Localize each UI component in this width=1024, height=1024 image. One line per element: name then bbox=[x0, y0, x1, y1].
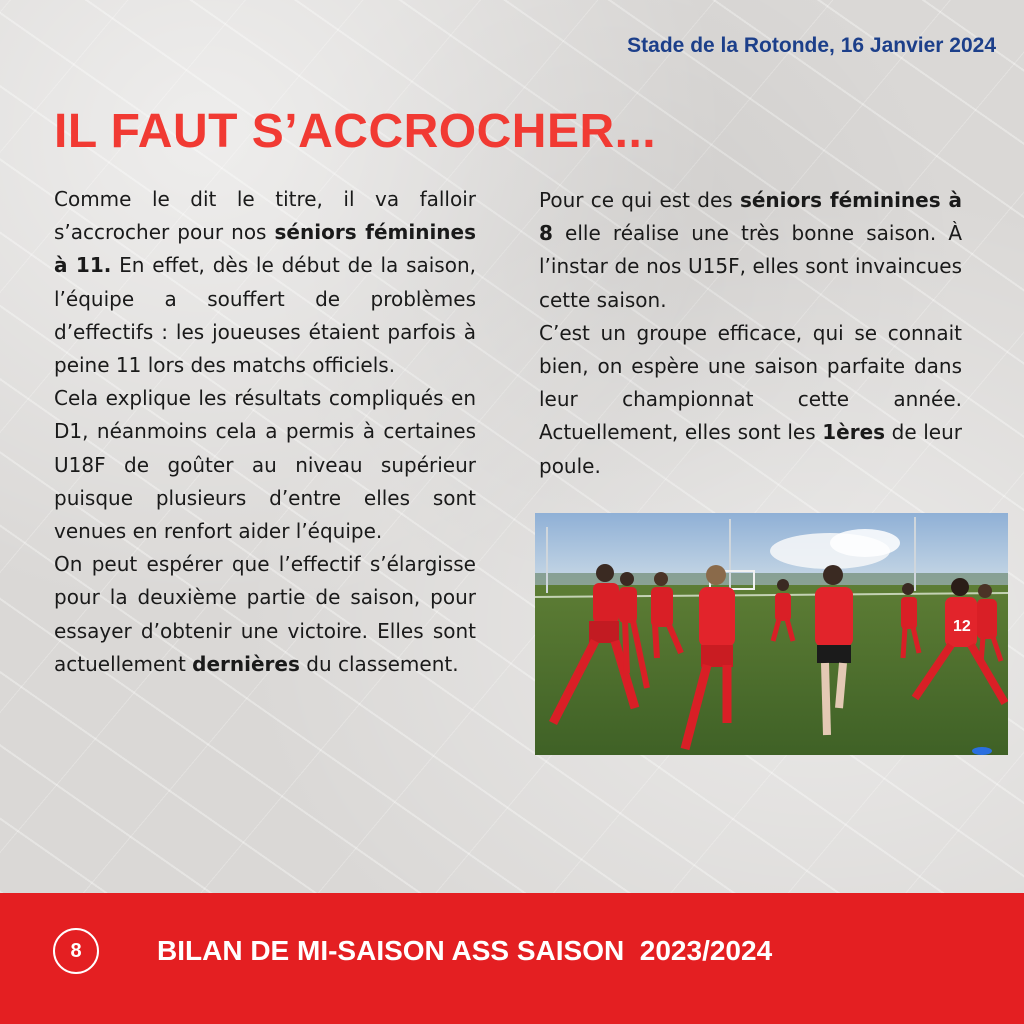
right-p1-bold: séniors féminines à 8 bbox=[539, 188, 962, 246]
right-column-text bbox=[539, 184, 962, 483]
left-paragraph-3 bbox=[54, 548, 476, 681]
player-jersey-number: 12 bbox=[953, 618, 971, 635]
left-paragraph-1 bbox=[54, 183, 476, 382]
left-paragraph-2: Cela explique les résultats compliqués en D1, néanmoins cela a permis à certaines U18F de goûter au niveau supérieur puisque plusieurs d’entre elles sont venues en renfort aider l’équipe. bbox=[54, 386, 476, 544]
left-p3-bold: dernières bbox=[192, 651, 300, 676]
left-p3-text-a: On peut espérer que l’effectif s’élargisse pour la deuxième partie de saison, pour essayer d’obtenir une victoire. Elles sont actuellement bbox=[54, 552, 476, 676]
left-p1-bold: séniors féminines à 11. bbox=[54, 220, 477, 278]
left-column-text bbox=[54, 183, 476, 681]
right-p2-bold: 1ères bbox=[822, 420, 886, 445]
right-p2-text-a: C’est un groupe efficace, qui se connait bien, on espère une saison parfaite dans leur championnat cette année. Actuellement, elles sont les bbox=[539, 320, 962, 445]
left-p3-text-c: du classement. bbox=[299, 651, 459, 676]
right-p1-text-c: elle réalise une très bonne saison. À l’instar de nos U15F, elles sont invaincues cette saison. bbox=[539, 221, 962, 312]
photo-cloud bbox=[830, 529, 900, 557]
photo-illustration bbox=[535, 513, 1008, 755]
footer-title: BILAN DE MI-SAISON ASS SAISON 2023/2024 bbox=[157, 935, 773, 966]
left-p1-text-c: En effet, dès le début de la saison, l’équipe a souffert de problèmes d’effectifs : les joueuses étaient parfois à peine 11 lors des matchs officiels. bbox=[54, 253, 477, 378]
right-paragraph-1 bbox=[539, 184, 962, 317]
right-paragraph-2 bbox=[539, 317, 962, 483]
team-warmup-photo bbox=[535, 513, 1008, 755]
location-date: Stade de la Rotonde, 16 Janvier 2024 bbox=[627, 34, 996, 57]
page-number-badge: 8 bbox=[53, 928, 99, 974]
right-p1-text-a: Pour ce qui est des bbox=[539, 188, 740, 212]
left-p1-text-a: Comme le dit le titre, il va falloir s’accrocher pour nos bbox=[54, 187, 476, 245]
training-cone bbox=[972, 747, 992, 755]
page-title: IL FAUT S’ACCROCHER... bbox=[54, 105, 657, 158]
right-p2-text-c: de leur poule. bbox=[539, 420, 962, 478]
